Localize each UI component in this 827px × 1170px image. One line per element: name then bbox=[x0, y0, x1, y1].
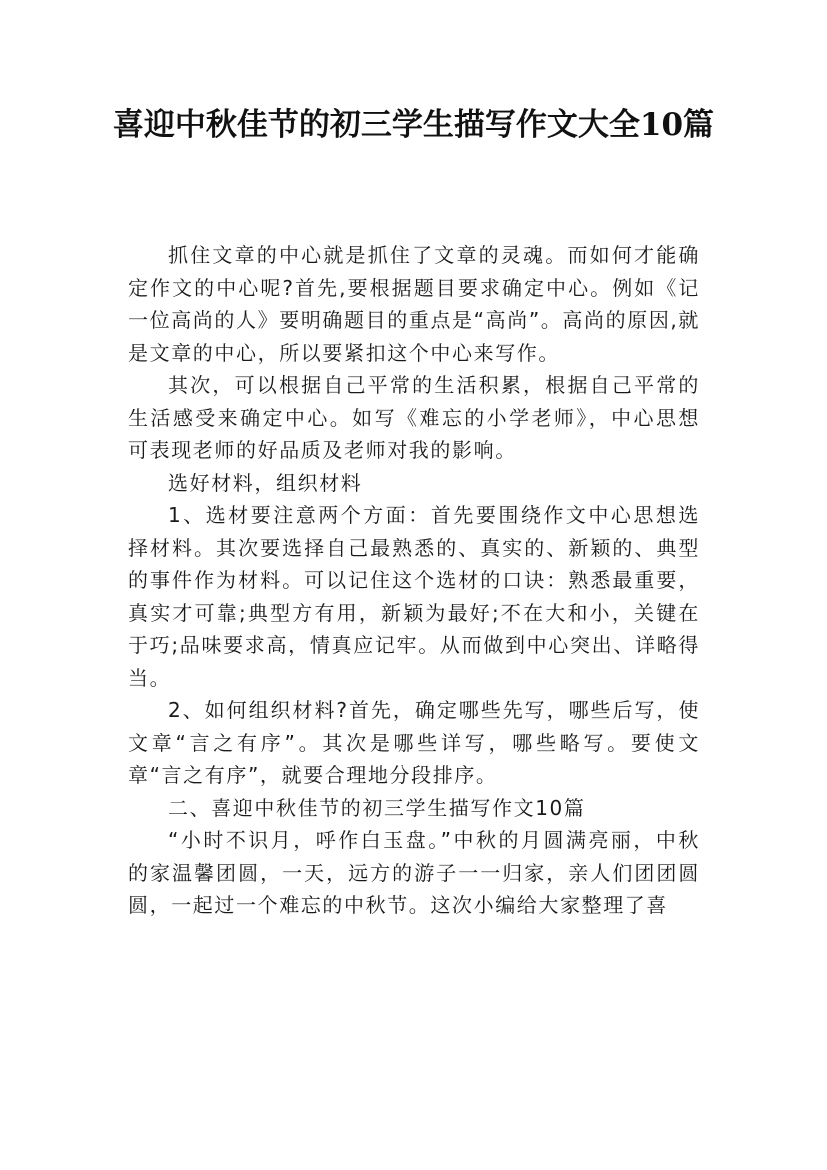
paragraph-2: 其次，可以根据自己平常的生活积累，根据自己平常的生活感受来确定中心。如写《难忘的小学老师》，中心思想可表现老师的好品质及老师对我的影响。 bbox=[128, 373, 700, 462]
document-title: 喜迎中秋佳节的初三学生描写作文大全10篇 bbox=[112, 107, 715, 143]
paragraph-4: 2、如何组织材料?首先，确定哪些先写，哪些后写，使文章“言之有序”。其次是哪些详写，哪些略写。要使文章“言之有序”，就要合理地分段排序。 bbox=[128, 698, 700, 787]
paragraph-5: “小时不识月，呼作白玉盘。”中秋的月圆满亮丽，中秋的家温馨团圆，一天，远方的游子一一归家，亲人们团团圆圆，一起过一个难忘的中秋节。这次小编给大家整理了喜 bbox=[128, 828, 700, 917]
paragraph-1: 抓住文章的中心就是抓住了文章的灵魂。而如何才能确定作文的中心呢?首先,要根据题目要求确定中心。例如《记一位高尚的人》要明确题目的重点是“高尚”。高尚的原因,就是文章的中心，所以要紧扣这个中心来写作。 bbox=[128, 243, 700, 365]
paragraph-3: 1、选材要注意两个方面：首先要围绕作文中心思想选择材料。其次要选择自己最熟悉的、真实的、新颖的、典型的事件作为材料。可以记住这个选材的口诀：熟悉最重要，真实才可靠;典型方有用，新颖为最好;不在大和小，关键在于巧;品味要求高，情真应记牢。从而做到中心突出、详略得当。 bbox=[128, 503, 700, 690]
section-heading-materials: 选好材料，组织材料 bbox=[168, 470, 363, 495]
section-heading-essays: 二、喜迎中秋佳节的初三学生描写作文10篇 bbox=[168, 795, 586, 820]
document-body bbox=[128, 239, 700, 922]
